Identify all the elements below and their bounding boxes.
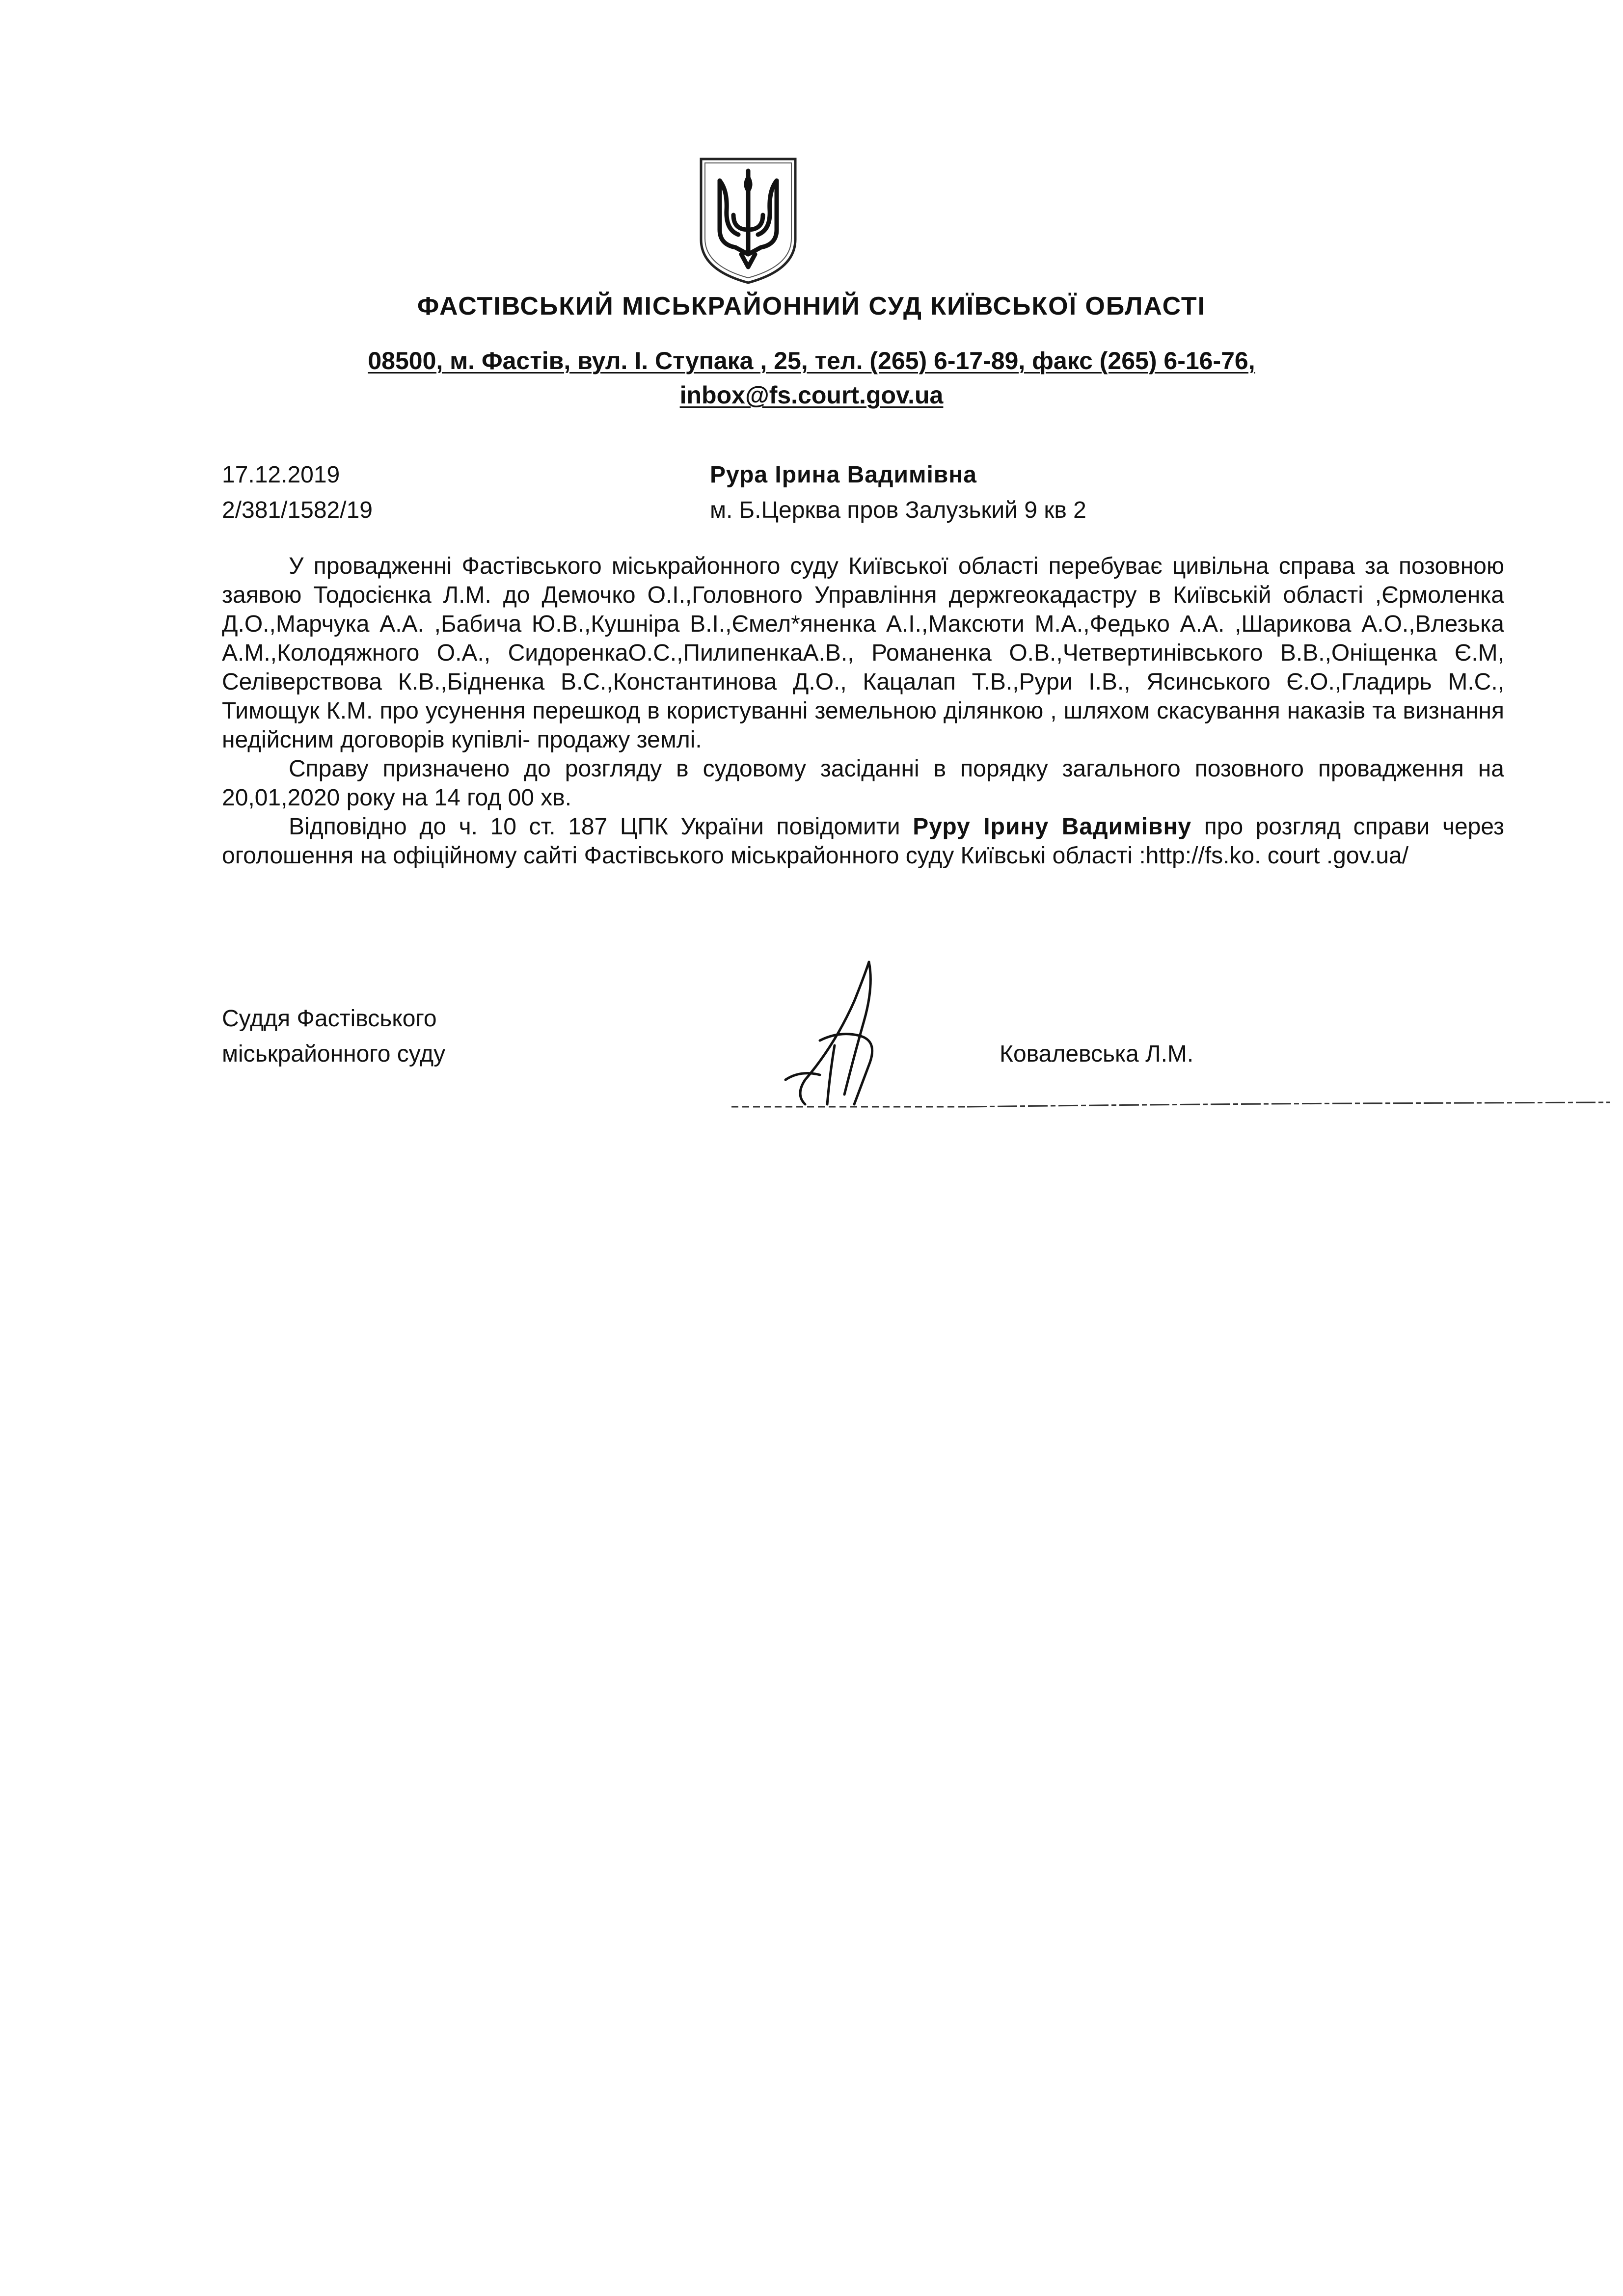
body-paragraph-1: У провадженні Фастівського міськрайонного суду Київської області перебуває цивільна справа за позовною заявою Тодосієнка Л.М. до Демочко О.І.,Головного Управління держгеокадастру в Київській області ,Єрмоленка Д.О.,Марчука А.А. ,Бабича Ю.В.,Кушніра В.І.,Ємел*яненка А.І.,Максюти М.А.,Федько А.А. ,Шарикова А.О.,Влезька А.М.,Колодяжного О.А., СидоренкаО.С.,ПилипенкаА.В., Романенка О.В.,Четвертинівського В.В.,Оніщенка Є.М, Селіверствова К.В.,Бідненка В.С.,Константинова Д.О., Кацалап Т.В.,Рури І.В., Ясинського Є.О.,Гладирь М.С., Тимощук К.М. про усунення перешкод в користуванні земельною ділянкою , шляхом скасування наказів та визнання недійсним договорів купівлі- продажу землі.	[222, 553, 1504, 753]
judge-name: Ковалевська Л.М.	[1000, 1041, 1194, 1067]
addressee-address: м. Б.Церква пров Залузький 9 кв 2	[710, 497, 1086, 523]
case-number: 2/381/1582/19	[222, 497, 373, 523]
court-address-line-1: 08500, м. Фастів, вул. І. Ступака , 25, тел. (265) 6-17-89, факс (265) 6-16-76,	[368, 347, 1255, 374]
notice-body	[222, 552, 1504, 870]
court-name-heading: ФАСТІВСЬКИЙ МІСЬКРАЙОННИЙ СУД КИЇВСЬКОЇ ОБЛАСТІ	[417, 292, 1206, 320]
document-date: 17.12.2019	[222, 462, 340, 488]
paragraph-3-text-after: про розгляд справи через оголошення на офіційному сайті Фастівського міськрайонного суду Київські області :http://fs.ko. court .gov.ua/	[222, 814, 1505, 869]
addressee-block	[710, 457, 1086, 528]
document-meta	[222, 457, 373, 528]
addressee-name: Рура Ірина Вадимівна	[710, 462, 977, 488]
body-paragraph-3	[222, 812, 1504, 870]
judge-position-line-1: Суддя Фастівського	[222, 1006, 437, 1032]
paragraph-3-addressee-name: Руру Ірину Вадимівну	[913, 814, 1192, 840]
judge-position-line-2: міськрайонного суду	[222, 1041, 446, 1067]
judge-position	[222, 1001, 445, 1072]
court-address	[0, 344, 1623, 412]
paragraph-3-text-before: Відповідно до ч. 10 ст. 187 ЦПК України повідомити	[289, 814, 900, 840]
body-paragraph-2: Справу призначено до розгляду в судовому засіданні в порядку загального позовного провадження на 20,01,2020 року на 14 год 00 хв.	[222, 756, 1504, 811]
trident-coat-of-arms-icon	[698, 156, 798, 286]
court-email: inbox@fs.court.gov.ua	[679, 381, 944, 409]
